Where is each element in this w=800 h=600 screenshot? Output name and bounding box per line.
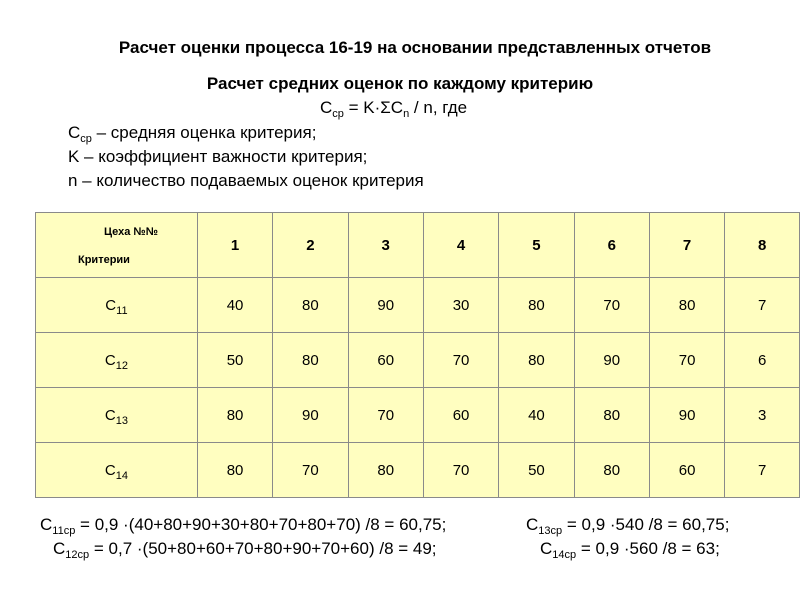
table-row — [36, 278, 800, 333]
calc-letter: С — [40, 515, 53, 534]
table-cell: 80 — [273, 333, 348, 388]
column-header: 7 — [649, 213, 724, 278]
table-row — [36, 443, 800, 498]
legend-line-count: n – количество подаваемых оценок критерия — [68, 171, 424, 190]
table-cell: 50 — [499, 443, 574, 498]
calculation-c14 — [540, 539, 720, 559]
scores-table — [35, 212, 800, 498]
calc-text: = 0,7 ·(50+80+60+70+80+90+70+60) /8 = 49; — [89, 539, 437, 558]
table-cell: 80 — [197, 443, 272, 498]
table-cell: 80 — [574, 388, 649, 443]
legend-line-average — [68, 123, 316, 143]
criterion-cell — [36, 388, 198, 443]
calc-letter: С — [53, 539, 66, 558]
table-cell: 80 — [273, 278, 348, 333]
calc-text: = 0,9 ·540 /8 = 60,75; — [562, 515, 730, 534]
table-cell: 70 — [423, 333, 498, 388]
calc-index: 14ср — [552, 549, 577, 561]
calc-letter: С — [540, 539, 553, 558]
formula-c: С — [320, 98, 333, 117]
column-header: 5 — [499, 213, 574, 278]
criterion-cell — [36, 278, 198, 333]
calculation-c12 — [53, 539, 437, 559]
table-cell: 90 — [273, 388, 348, 443]
legend-c: С — [68, 123, 81, 142]
calculation-c13 — [526, 515, 729, 535]
table-cell: 30 — [423, 278, 498, 333]
table-cell: 70 — [423, 443, 498, 498]
table-cell: 80 — [197, 388, 272, 443]
calc-text: = 0,9 ·560 /8 = 63; — [576, 539, 720, 558]
table-cell: 90 — [574, 333, 649, 388]
table-cell: 40 — [197, 278, 272, 333]
header-criteria-label: Критерии — [78, 254, 130, 266]
formula — [320, 98, 467, 118]
table-cell: 80 — [574, 443, 649, 498]
calc-index: 12ср — [65, 549, 90, 561]
criterion-cell — [36, 443, 198, 498]
formula-tail: / n, где — [409, 98, 468, 117]
formula-sub-cp: ср — [332, 108, 344, 120]
criterion-cell — [36, 333, 198, 388]
formula-sub-n: n — [403, 108, 410, 120]
page-title: Расчет оценки процесса 16-19 на основании представленных отчетов — [118, 38, 712, 57]
legend-sub: ср — [80, 133, 92, 145]
table-cell: 60 — [423, 388, 498, 443]
column-header: 1 — [197, 213, 272, 278]
column-header: 2 — [273, 213, 348, 278]
table-cell: 6 — [725, 333, 800, 388]
section-subtitle: Расчет средних оценок по каждому критерию — [206, 74, 594, 93]
table-row — [36, 333, 800, 388]
table-cell: 7 — [725, 278, 800, 333]
criterion-letter: С — [105, 296, 117, 314]
criterion-index: 12 — [115, 359, 128, 372]
calc-index: 11ср — [52, 525, 76, 537]
table-cell: 80 — [499, 278, 574, 333]
calc-letter: С — [526, 515, 539, 534]
calc-index: 13ср — [538, 525, 563, 537]
table-cell: 40 — [499, 388, 574, 443]
legend-text: – средняя оценка критерия; — [91, 123, 317, 142]
criterion-index: 13 — [115, 414, 128, 427]
table-cell: 3 — [725, 388, 800, 443]
criterion-letter: С — [104, 351, 116, 369]
header-workshops-label: Цеха №№ — [104, 226, 158, 238]
table-cell: 70 — [574, 278, 649, 333]
table-cell: 70 — [273, 443, 348, 498]
table-cell: 50 — [197, 333, 272, 388]
criterion-letter: С — [104, 461, 116, 479]
table-header-row — [36, 213, 800, 278]
column-header: 8 — [725, 213, 800, 278]
table-cell: 80 — [499, 333, 574, 388]
table-cell: 90 — [348, 278, 423, 333]
table-cell: 80 — [649, 278, 724, 333]
criterion-index: 11 — [116, 304, 128, 317]
formula-mid: = K·ΣC — [343, 98, 404, 117]
table-row — [36, 388, 800, 443]
calculation-c11 — [40, 515, 446, 535]
criterion-letter: С — [104, 406, 116, 424]
criterion-index: 14 — [115, 469, 128, 482]
column-header: 6 — [574, 213, 649, 278]
column-header: 4 — [423, 213, 498, 278]
table-cell: 70 — [649, 333, 724, 388]
calc-text: = 0,9 ·(40+80+90+30+80+70+80+70) /8 = 60,75; — [75, 515, 447, 534]
table-cell: 80 — [348, 443, 423, 498]
table-cell: 7 — [725, 443, 800, 498]
table-cell: 70 — [348, 388, 423, 443]
column-header: 3 — [348, 213, 423, 278]
table-cell: 60 — [348, 333, 423, 388]
table-cell: 60 — [649, 443, 724, 498]
table-cell: 90 — [649, 388, 724, 443]
table-corner-header — [36, 213, 198, 278]
legend-line-coefficient: K – коэффициент важности критерия; — [68, 147, 368, 166]
